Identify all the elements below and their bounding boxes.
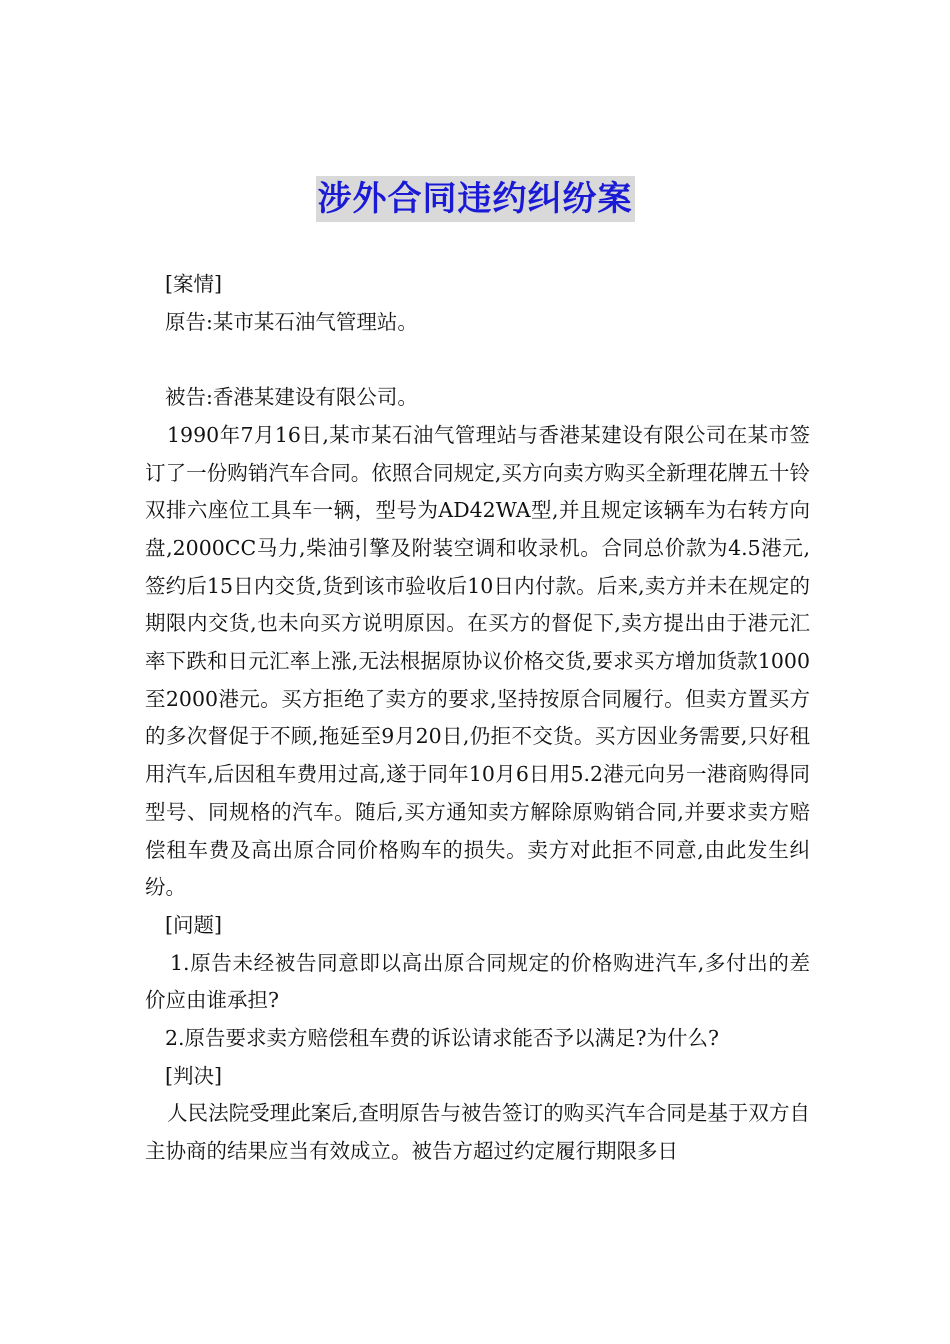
- question-heading: [问题]: [165, 912, 222, 937]
- question-1: 1.原告未经被告同意即以高出原合同规定的价格购进汽车,多付出的差价应由谁承担?: [145, 950, 810, 1013]
- judgment-heading: [判决]: [165, 1063, 222, 1088]
- document-body: [145, 266, 810, 1171]
- document-title: 涉外合同违约纠纷案: [316, 176, 635, 222]
- case-heading: [案情]: [165, 272, 222, 296]
- title-container: [0, 176, 950, 222]
- case-paragraph: 1990年7月16日,某市某石油气管理站与香港某建设有限公司在某市签订了一份购销汽车合同。依照合同规定,买方向卖方购买全新理花牌五十铃双排六座位工具车一辆，型号为AD42WA型,并且规定该辆车为右转方向盘,2000CC马力,柴油引擎及附装空调和收录机。合同总价款为4.5港元,签约后15日内交货,货到该市验收后10日内付款。后来,卖方并未在规定的期限内交货,也未向买方说明原因。在买方的督促下,卖方提出由于港元汇率下跌和日元汇率上涨,无法根据原协议价格交货,要求买方增加货款1000至2000港元。买方拒绝了卖方的要求,坚持按原合同履行。但卖方置买方的多次督促于不顾,拖延至9月20日,仍拒不交货。买方因业务需要,只好租用汽车,后因租车费用过高,遂于同年10月6日用5.2港元向另一港商购得同型号、同规格的汽车。随后,买方通知卖方解除原购销合同,并要求卖方赔偿租车费及高出原合同价格购车的损失。卖方对此拒不同意,由此发生纠纷。: [145, 422, 810, 900]
- blank-line: [145, 341, 810, 379]
- plaintiff-line: 原告:某市某石油气管理站。: [165, 309, 418, 334]
- question-2: 2.原告要求卖方赔偿租车费的诉讼请求能否予以满足?为什么?: [165, 1026, 720, 1051]
- defendant-line: 被告:香港某建设有限公司。: [165, 385, 418, 410]
- judgment-paragraph: 人民法院受理此案后,查明原告与被告签订的购买汽车合同是基于双方自主协商的结果应当有效成立。被告方超过约定履行期限多日: [145, 1101, 810, 1164]
